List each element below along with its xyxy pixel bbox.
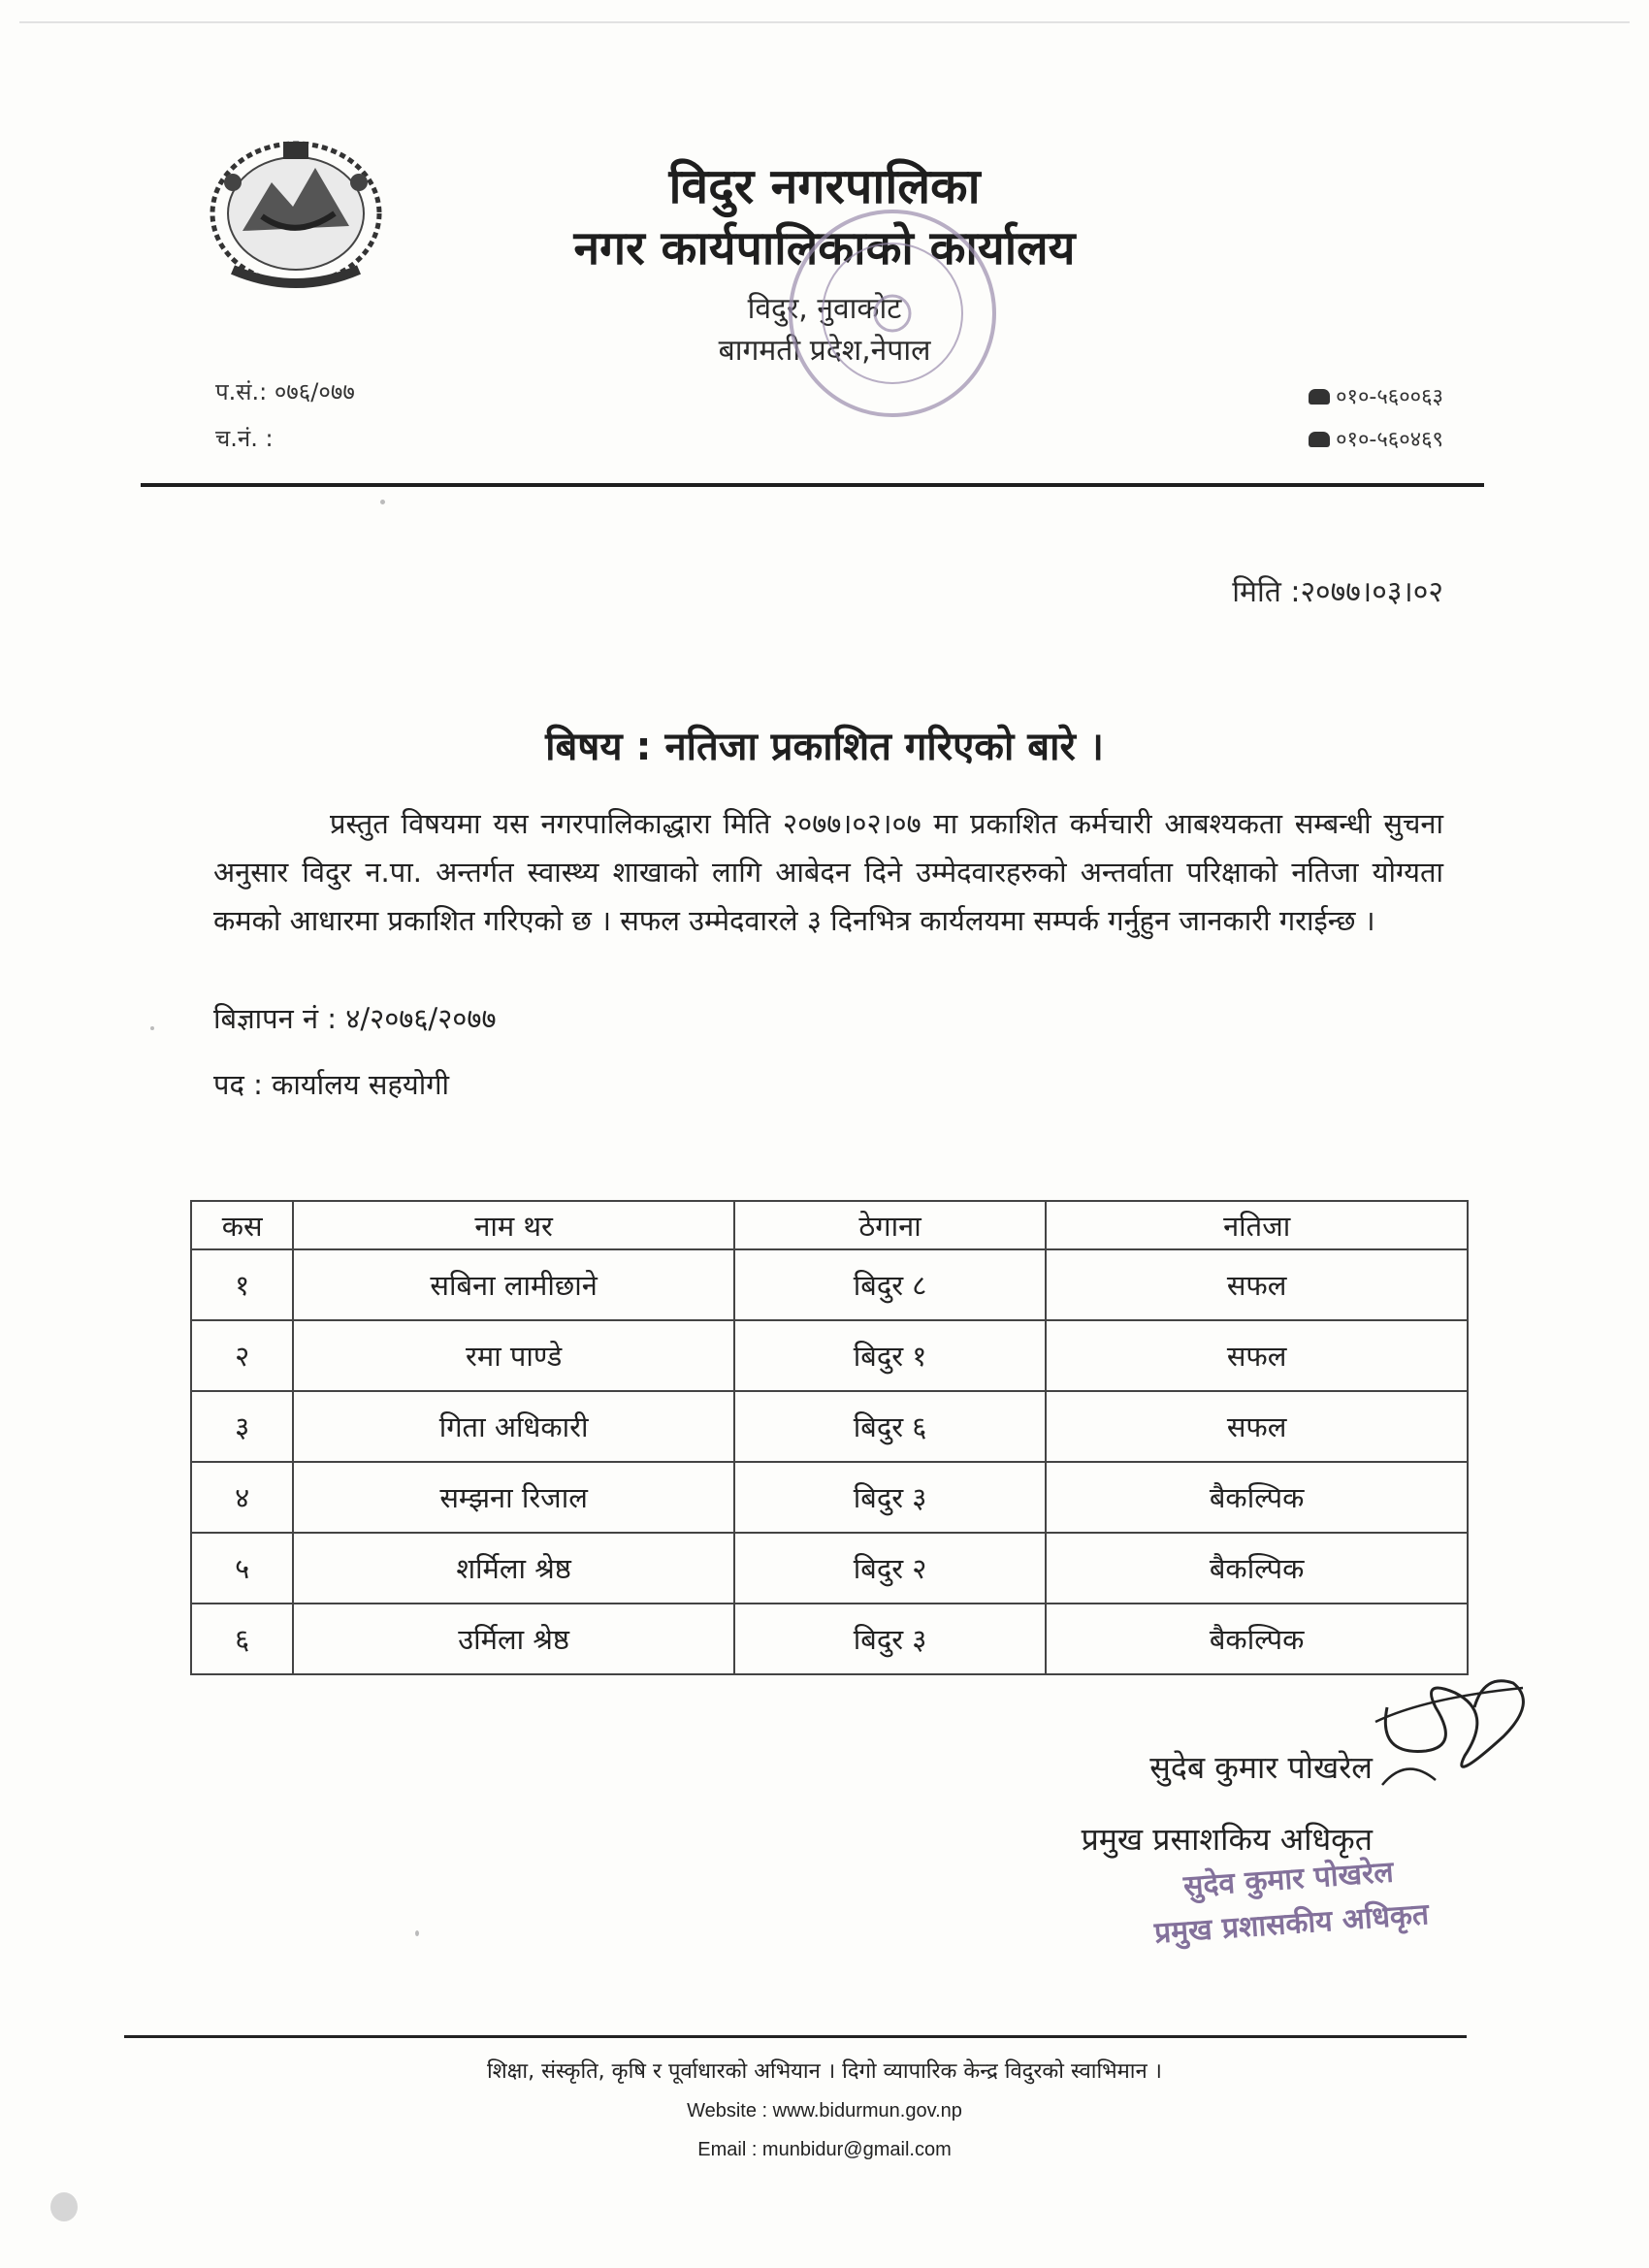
cell-name: उर्मिला श्रेष्ठ (293, 1604, 733, 1674)
cell-serial: ३ (191, 1391, 293, 1462)
cell-name: सबिना लामीछाने (293, 1249, 733, 1320)
body-paragraph: प्रस्तुत विषयमा यस नगरपालिकाद्धारा मिति २०७७।०२।०७ मा प्रकाशित कर्मचारी आबश्यकता सम्बन्धी सुचना अनुसार विदुर न.पा. अन्तर्गत स्वास्थ्य शाखाको लागि आबेदन दिने उम्मेदवारहरुको अन्तर्वाता परिक्षाको नतिजा योग्यता कमको आधारमा प्रकाशित गरिएको छ । सफल उम्मेदवारले ३ दिनभित्र कार्यलयमा सम्पर्क गर्नुहुन जानकारी गराईन्छ । (213, 807, 1443, 937)
column-header-name: नाम थर (293, 1201, 733, 1249)
nepal-government-emblem-icon (204, 124, 388, 294)
cell-name: सम्झना रिजाल (293, 1462, 733, 1533)
column-header-address: ठेगाना (734, 1201, 1046, 1249)
table-header-row (191, 1201, 1468, 1249)
reference-number: प.सं.: ०७६/०७७ (215, 378, 355, 405)
footer-motto: शिक्षा, संस्कृति, कृषि र पूर्वाधारको अभियान । दिगो व्यापारिक केन्द्र विदुरको स्वाभिमान । (487, 2059, 1162, 2084)
table-row (191, 1320, 1468, 1391)
cell-result: सफल (1046, 1320, 1468, 1391)
letter-date: मिति :२०७७।०३।०२ (1232, 575, 1443, 609)
scan-edge (19, 21, 1630, 23)
phone-number: ०१०-५६००६३ (1336, 385, 1443, 409)
footer-divider (124, 2035, 1467, 2038)
scan-speck (150, 1026, 154, 1030)
address-line-1: विदुर, नुवाकोट (747, 292, 902, 326)
dispatch-number: च.नं. : (215, 425, 274, 452)
table-row (191, 1391, 1468, 1462)
handwritten-signature (1368, 1669, 1552, 1804)
scan-speck (380, 500, 385, 504)
cell-result: बैकल्पिक (1046, 1533, 1468, 1604)
cell-serial: ६ (191, 1604, 293, 1674)
advertisement-number: बिज्ञापन नं : ४/२०७६/२०७७ (213, 1002, 497, 1035)
scan-speck (50, 2192, 78, 2221)
post-name: पद : कार्यालय सहयोगी (213, 1068, 450, 1101)
office-subtitle: नगर कार्यपालिकाको कार्यालय (573, 221, 1076, 275)
footer (0, 2053, 1649, 2169)
phone-row (1309, 376, 1443, 419)
stamp-title: प्रमुख प्रशासकीय अधिकृत (1152, 1897, 1431, 1951)
cell-name: रमा पाण्डे (293, 1320, 733, 1391)
signer-block (1082, 1732, 1373, 1875)
telephone-icon (1309, 389, 1330, 405)
cell-address: बिदुर ६ (734, 1391, 1046, 1462)
office-seal-icon (776, 199, 1009, 427)
cell-serial: ५ (191, 1533, 293, 1604)
cell-name: गिता अधिकारी (293, 1391, 733, 1462)
signer-title: प्रमुख प्रसाशकिय अधिकृत (1081, 1821, 1373, 1858)
column-header-serial: कस (191, 1201, 293, 1249)
phone-number: ०१०-५६०४६९ (1336, 428, 1443, 452)
cell-address: बिदुर १ (734, 1320, 1046, 1391)
header-divider (141, 483, 1484, 487)
scan-speck (415, 1930, 419, 1936)
signer-name: सुदेब कुमार पोखरेल (1149, 1749, 1373, 1786)
cell-serial: १ (191, 1249, 293, 1320)
cell-address: बिदुर २ (734, 1533, 1046, 1604)
results-table (190, 1200, 1469, 1675)
cell-result: बैकल्पिक (1046, 1604, 1468, 1674)
cell-address: बिदुर ३ (734, 1462, 1046, 1533)
cell-name: शर्मिला श्रेष्ठ (293, 1533, 733, 1604)
table-row (191, 1249, 1468, 1320)
footer-website: Website : www.bidurmun.gov.np (687, 2100, 962, 2122)
table-row (191, 1462, 1468, 1533)
footer-email: Email : munbidur@gmail.com (697, 2139, 952, 2160)
subject-line: बिषय : नतिजा प्रकाशित गरिएको बारे । (545, 725, 1104, 769)
cell-serial: ४ (191, 1462, 293, 1533)
cell-address: बिदुर ८ (734, 1249, 1046, 1320)
cell-address: बिदुर ३ (734, 1604, 1046, 1674)
stamp-name: सुदेव कुमार पोखरेल (1182, 1855, 1395, 1904)
office-name: विदुर नगरपालिका (668, 158, 981, 214)
telephone-icon (1309, 432, 1330, 447)
cell-result: बैकल्पिक (1046, 1462, 1468, 1533)
table-row (191, 1533, 1468, 1604)
reference-block (215, 369, 355, 462)
address-line-2: बागमती प्रदेश,नेपाल (718, 334, 931, 368)
cell-serial: २ (191, 1320, 293, 1391)
cell-result: सफल (1046, 1249, 1468, 1320)
table-row (191, 1604, 1468, 1674)
phone-block (1309, 376, 1443, 462)
phone-row (1309, 419, 1443, 462)
column-header-result: नतिजा (1046, 1201, 1468, 1249)
cell-result: सफल (1046, 1391, 1468, 1462)
